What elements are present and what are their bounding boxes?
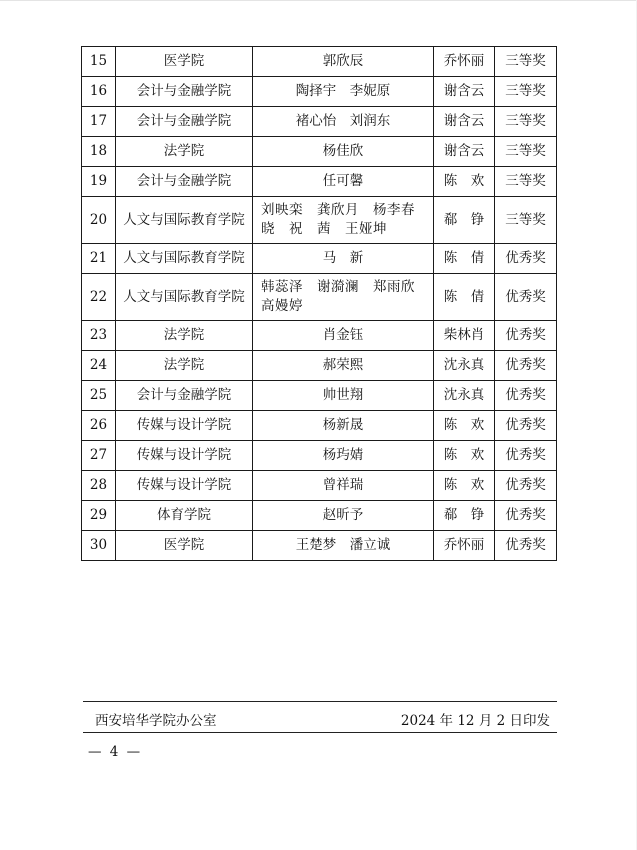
table-row — [82, 321, 557, 351]
student-names-cell — [253, 244, 434, 274]
table-row — [82, 274, 557, 321]
issuing-office: 西安培华学院办公室 — [95, 713, 217, 729]
student-names-line: 杨新晟 — [322, 417, 364, 433]
student-names-line: 王楚梦 潘立诚 — [295, 537, 391, 553]
row-number-cell: 25 — [82, 381, 116, 411]
table-row — [82, 441, 557, 471]
college-cell: 传媒与设计学院 — [116, 411, 253, 441]
college-cell: 传媒与设计学院 — [116, 441, 253, 471]
award-cell: 优秀奖 — [495, 244, 557, 274]
award-cell: 三等奖 — [495, 167, 557, 197]
student-names-line: 郭欣辰 — [322, 53, 364, 69]
student-names-cell — [253, 321, 434, 351]
student-names-line: 赵昕予 — [322, 507, 364, 523]
award-cell: 优秀奖 — [495, 411, 557, 441]
row-number-cell: 16 — [82, 77, 116, 107]
college-cell: 医学院 — [116, 47, 253, 77]
college-cell: 会计与金融学院 — [116, 107, 253, 137]
student-names-line: 曾祥瑞 — [322, 477, 364, 493]
table-row — [82, 471, 557, 501]
college-cell: 会计与金融学院 — [116, 167, 253, 197]
table-row — [82, 137, 557, 167]
college-cell: 人文与国际教育学院 — [116, 197, 253, 244]
advisor-cell: 郗 铮 — [434, 501, 495, 531]
college-cell: 体育学院 — [116, 501, 253, 531]
student-names-cell — [253, 351, 434, 381]
award-cell: 优秀奖 — [495, 501, 557, 531]
college-cell: 会计与金融学院 — [116, 77, 253, 107]
advisor-cell: 陈 欢 — [434, 167, 495, 197]
table-row — [82, 381, 557, 411]
student-names-cell — [253, 381, 434, 411]
student-names-cell — [253, 531, 434, 561]
table-row — [82, 411, 557, 441]
college-cell: 人文与国际教育学院 — [116, 244, 253, 274]
college-cell: 会计与金融学院 — [116, 381, 253, 411]
student-names-line: 任可馨 — [322, 173, 364, 189]
award-cell: 三等奖 — [495, 137, 557, 167]
award-cell: 优秀奖 — [495, 441, 557, 471]
student-names-line: 褚心怡 刘润东 — [295, 113, 391, 129]
student-names-cell — [253, 197, 434, 244]
college-cell: 法学院 — [116, 137, 253, 167]
award-cell: 优秀奖 — [495, 351, 557, 381]
advisor-cell: 陈 倩 — [434, 274, 495, 321]
advisor-cell: 柴林肖 — [434, 321, 495, 351]
row-number-cell: 24 — [82, 351, 116, 381]
row-number-cell: 18 — [82, 137, 116, 167]
college-cell: 人文与国际教育学院 — [116, 274, 253, 321]
student-names-line: 陶择宇 李妮原 — [295, 83, 391, 99]
advisor-cell: 郗 铮 — [434, 197, 495, 244]
student-names-line: 杨玙婧 — [322, 447, 364, 463]
award-cell: 三等奖 — [495, 77, 557, 107]
awards-table — [81, 46, 557, 561]
row-number-cell: 19 — [82, 167, 116, 197]
advisor-cell: 陈 欢 — [434, 471, 495, 501]
awards-table-body — [82, 47, 557, 561]
student-names-cell — [253, 167, 434, 197]
footer-bottom-rule — [83, 732, 557, 733]
student-names-line: 郝荣熙 — [322, 357, 364, 373]
student-names-cell — [253, 501, 434, 531]
row-number-cell: 26 — [82, 411, 116, 441]
advisor-cell: 谢含云 — [434, 77, 495, 107]
row-number-cell: 28 — [82, 471, 116, 501]
advisor-cell: 乔怀丽 — [434, 47, 495, 77]
college-cell: 法学院 — [116, 321, 253, 351]
student-names-cell — [253, 411, 434, 441]
advisor-cell: 沈永真 — [434, 381, 495, 411]
award-cell: 优秀奖 — [495, 531, 557, 561]
row-number-cell: 20 — [82, 197, 116, 244]
advisor-cell: 谢含云 — [434, 107, 495, 137]
award-cell: 优秀奖 — [495, 321, 557, 351]
row-number-cell: 30 — [82, 531, 116, 561]
student-names-cell — [253, 47, 434, 77]
student-names-cell — [253, 77, 434, 107]
row-number-cell: 17 — [82, 107, 116, 137]
student-names-line: 马 新 — [322, 250, 364, 266]
advisor-cell: 谢含云 — [434, 137, 495, 167]
row-number-cell: 23 — [82, 321, 116, 351]
row-number-cell: 29 — [82, 501, 116, 531]
table-row — [82, 77, 557, 107]
advisor-cell: 陈 欢 — [434, 411, 495, 441]
award-cell: 三等奖 — [495, 197, 557, 244]
student-names-line: 杨佳欣 — [322, 143, 364, 159]
table-row — [82, 351, 557, 381]
table-row — [82, 531, 557, 561]
advisor-cell: 乔怀丽 — [434, 531, 495, 561]
student-names-line: 晓 祝 茜 王娅坤 — [261, 221, 387, 237]
student-names-cell — [253, 471, 434, 501]
page-number: — 4 — — [88, 744, 143, 760]
table-row — [82, 167, 557, 197]
row-number-cell: 27 — [82, 441, 116, 471]
award-cell: 三等奖 — [495, 107, 557, 137]
student-names-line: 高嫚婷 — [261, 298, 303, 314]
table-row — [82, 197, 557, 244]
table-row — [82, 501, 557, 531]
advisor-cell: 陈 欢 — [434, 441, 495, 471]
table-row — [82, 47, 557, 77]
row-number-cell: 22 — [82, 274, 116, 321]
row-number-cell: 15 — [82, 47, 116, 77]
student-names-cell — [253, 274, 434, 321]
table-row — [82, 244, 557, 274]
student-names-line: 韩蕊泽 谢漪澜 郑雨欣 — [261, 279, 415, 295]
student-names-cell — [253, 107, 434, 137]
college-cell: 传媒与设计学院 — [116, 471, 253, 501]
award-cell: 优秀奖 — [495, 381, 557, 411]
issue-date: 2024 年 12 月 2 日印发 — [400, 713, 550, 729]
student-names-line: 肖金钰 — [322, 327, 364, 343]
footer-top-rule — [83, 701, 557, 702]
advisor-cell: 沈永真 — [434, 351, 495, 381]
row-number-cell: 21 — [82, 244, 116, 274]
award-cell: 优秀奖 — [495, 274, 557, 321]
student-names-line: 帅世翔 — [322, 387, 364, 403]
award-cell: 三等奖 — [495, 47, 557, 77]
student-names-cell — [253, 441, 434, 471]
award-cell: 优秀奖 — [495, 471, 557, 501]
student-names-cell — [253, 137, 434, 167]
college-cell: 法学院 — [116, 351, 253, 381]
student-names-line: 刘映栾 龚欣月 杨李春 — [261, 202, 415, 218]
college-cell: 医学院 — [116, 531, 253, 561]
table-row — [82, 107, 557, 137]
advisor-cell: 陈 倩 — [434, 244, 495, 274]
